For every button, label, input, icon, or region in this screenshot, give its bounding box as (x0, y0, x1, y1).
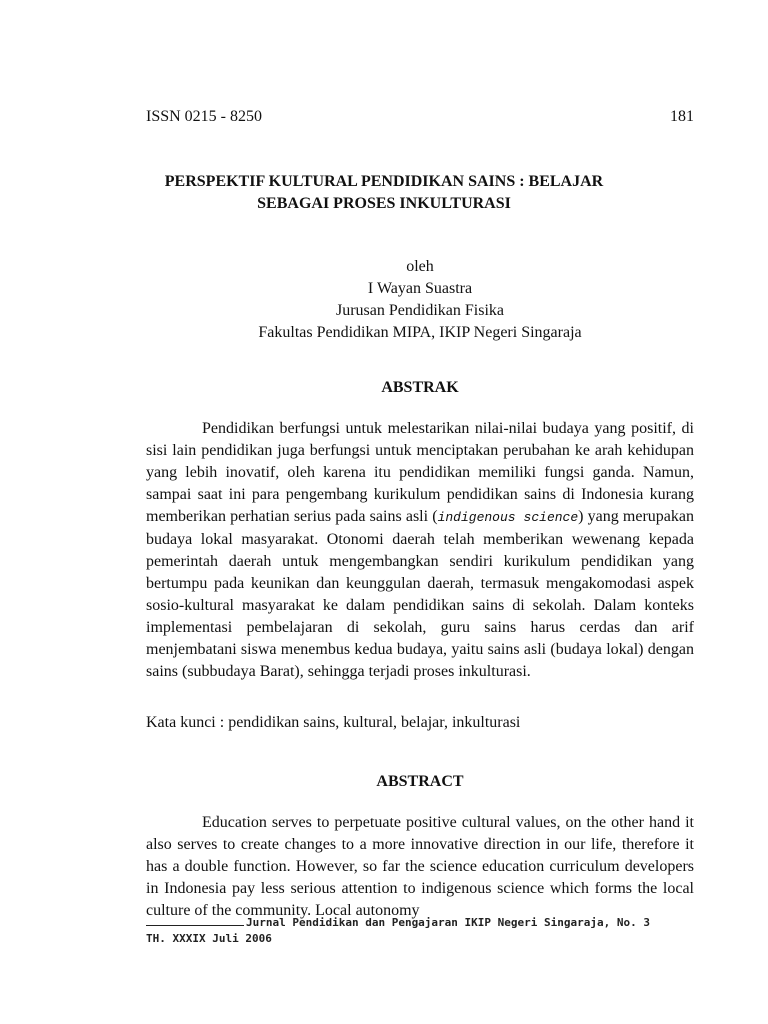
author-by: oleh (406, 258, 434, 275)
journal-footer (146, 915, 694, 947)
author-block (0, 256, 768, 344)
page-header (146, 106, 694, 128)
abstrak-heading: ABSTRAK (381, 379, 459, 396)
author-department: Jurusan Pendidikan Fisika (336, 302, 504, 319)
page-number: 181 (670, 108, 694, 125)
abstrak-italic-term: indigenous science (437, 510, 579, 525)
paper-title (0, 171, 768, 215)
keywords: Kata kunci : pendidikan sains, kultural, belajar, inkulturasi (146, 714, 521, 731)
journal-footer-line-1 (146, 915, 694, 931)
author-faculty: Fakultas Pendidikan MIPA, IKIP Negeri Singaraja (258, 324, 582, 341)
abstrak-text-before-italic: Pendidikan berfungsi untuk melestarikan nilai-nilai budaya yang positif, di sisi lain pendidikan juga berfungsi untuk menciptakan perubahan ke arah kehidupan yang lebih inovatif, oleh karena itu pendidikan memiliki fungsi ganda. Namun, sampai saat ini para pengembang kurikulum pendidikan sains di Indonesia kurang memberikan perhatian serius pada sains asli ( (146, 420, 694, 525)
footer-rule (146, 925, 244, 926)
journal-name: Jurnal Pendidikan dan Pengajaran IKIP Negeri Singaraja, No. 3 (246, 916, 650, 929)
abstrak-paragraph (146, 418, 694, 683)
title-line-1: PERSPEKTIF KULTURAL PENDIDIKAN SAINS : BELAJAR (164, 173, 604, 190)
title-line-2: SEBAGAI PROSES INKULTURASI (257, 195, 511, 212)
abstrak-text-after-italic: ) yang merupakan budaya lokal masyarakat. Otonomi daerah telah memberikan wewenang kepada pemerintah daerah untuk mengembangkan sendiri kurikulum pendidikan yang bertumpu pada keunikan dan keunggulan daerah, termasuk mengakomodasi aspek sosio-kultural masyarakat ke dalam pendidikan sains di sekolah. Dalam konteks implementasi pembelajaran di sekolah, guru sains harus cerdas dan arif menjembatani siswa menembus kedua budaya, yaitu sains asli (budaya lokal) dengan sains (subbudaya Barat), sehingga terjadi proses inkulturasi. (146, 508, 694, 680)
journal-issue: TH. XXXIX Juli 2006 (146, 932, 272, 945)
abstract-paragraph: Education serves to perpetuate positive cultural values, on the other hand it also serves to create changes to a more innovative direction in our life, therefore it has a double function. However, so far the science education curriculum developers in Indonesia pay less serious attention to indigenous science which forms the local culture of the community. Local autonomy (146, 814, 694, 919)
issn-number: ISSN 0215 - 8250 (146, 108, 263, 125)
abstract-heading: ABSTRACT (376, 773, 464, 790)
author-name: I Wayan Suastra (367, 280, 473, 297)
